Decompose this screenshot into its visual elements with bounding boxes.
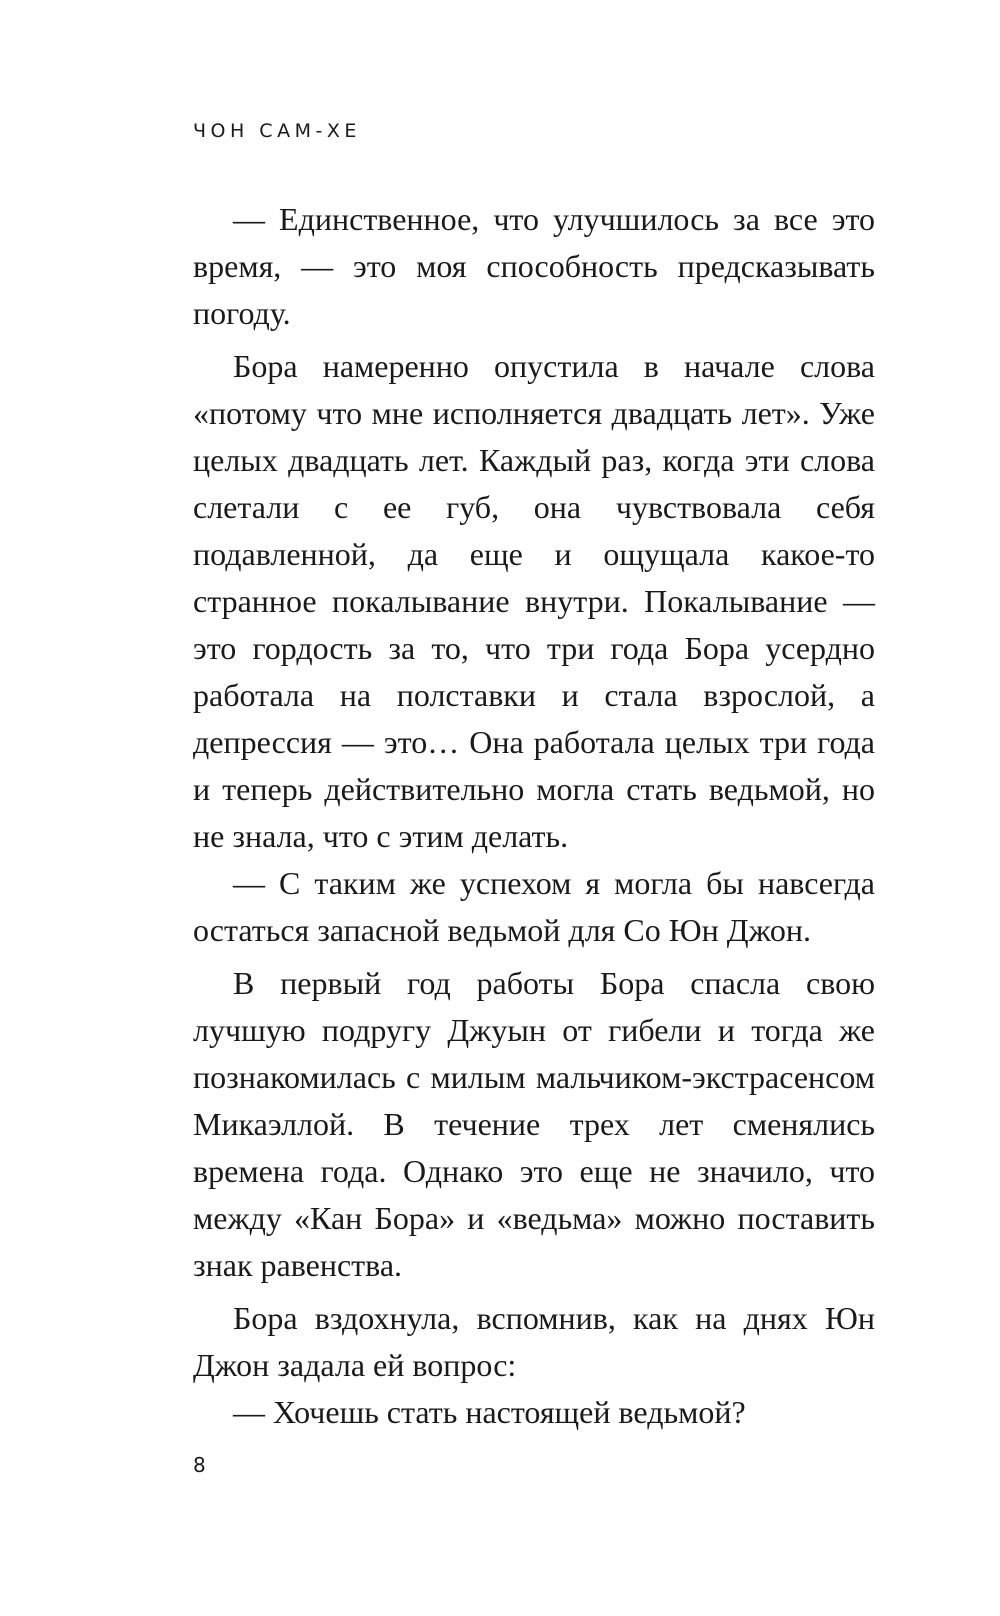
paragraph: В первый год работы Бора спасла свою лучшую подругу Джуын от гибели и тогда же познакомилась с милым мальчиком-экстрасенсом Микаэллой. В течение трех лет сменялись времена года. Однако это еще не значило, что между «Кан Бора» и «ведьма» можно поставить знак равенства.: [193, 965, 875, 1283]
paragraph: — Единственное, что улучшилось за все это время, — это моя способность предсказывать погоду.: [193, 201, 875, 331]
paragraph: — С таким же успехом я могла бы навсегда остаться запасной ведьмой для Со Юн Джон.: [193, 865, 875, 948]
paragraph: — Хочешь стать настоящей ведьмой?: [233, 1394, 746, 1430]
body-text: [193, 196, 875, 1436]
paragraph: Бора намеренно опустила в начале слова «потому что мне исполняется двадцать лет». Уже целых двадцать лет. Каждый раз, когда эти слова слетали с ее губ, она чувствовала себя подавленной, да еще и ощущала какое-то странное покалывание внутри. Покалывание — это гордость за то, что три года Бора усердно работала на полставки и стала взрослой, а депрессия — это… Она работала целых три года и теперь действительно могла стать ведьмой, но не знала, что с этим делать.: [193, 348, 875, 854]
paragraph: Бора вздохнула, вспомнив, как на днях Юн Джон задала ей вопрос:: [193, 1300, 875, 1383]
page-number: 8: [193, 1453, 206, 1477]
running-head-author: ЧОН САМ-ХЕ: [193, 120, 361, 142]
